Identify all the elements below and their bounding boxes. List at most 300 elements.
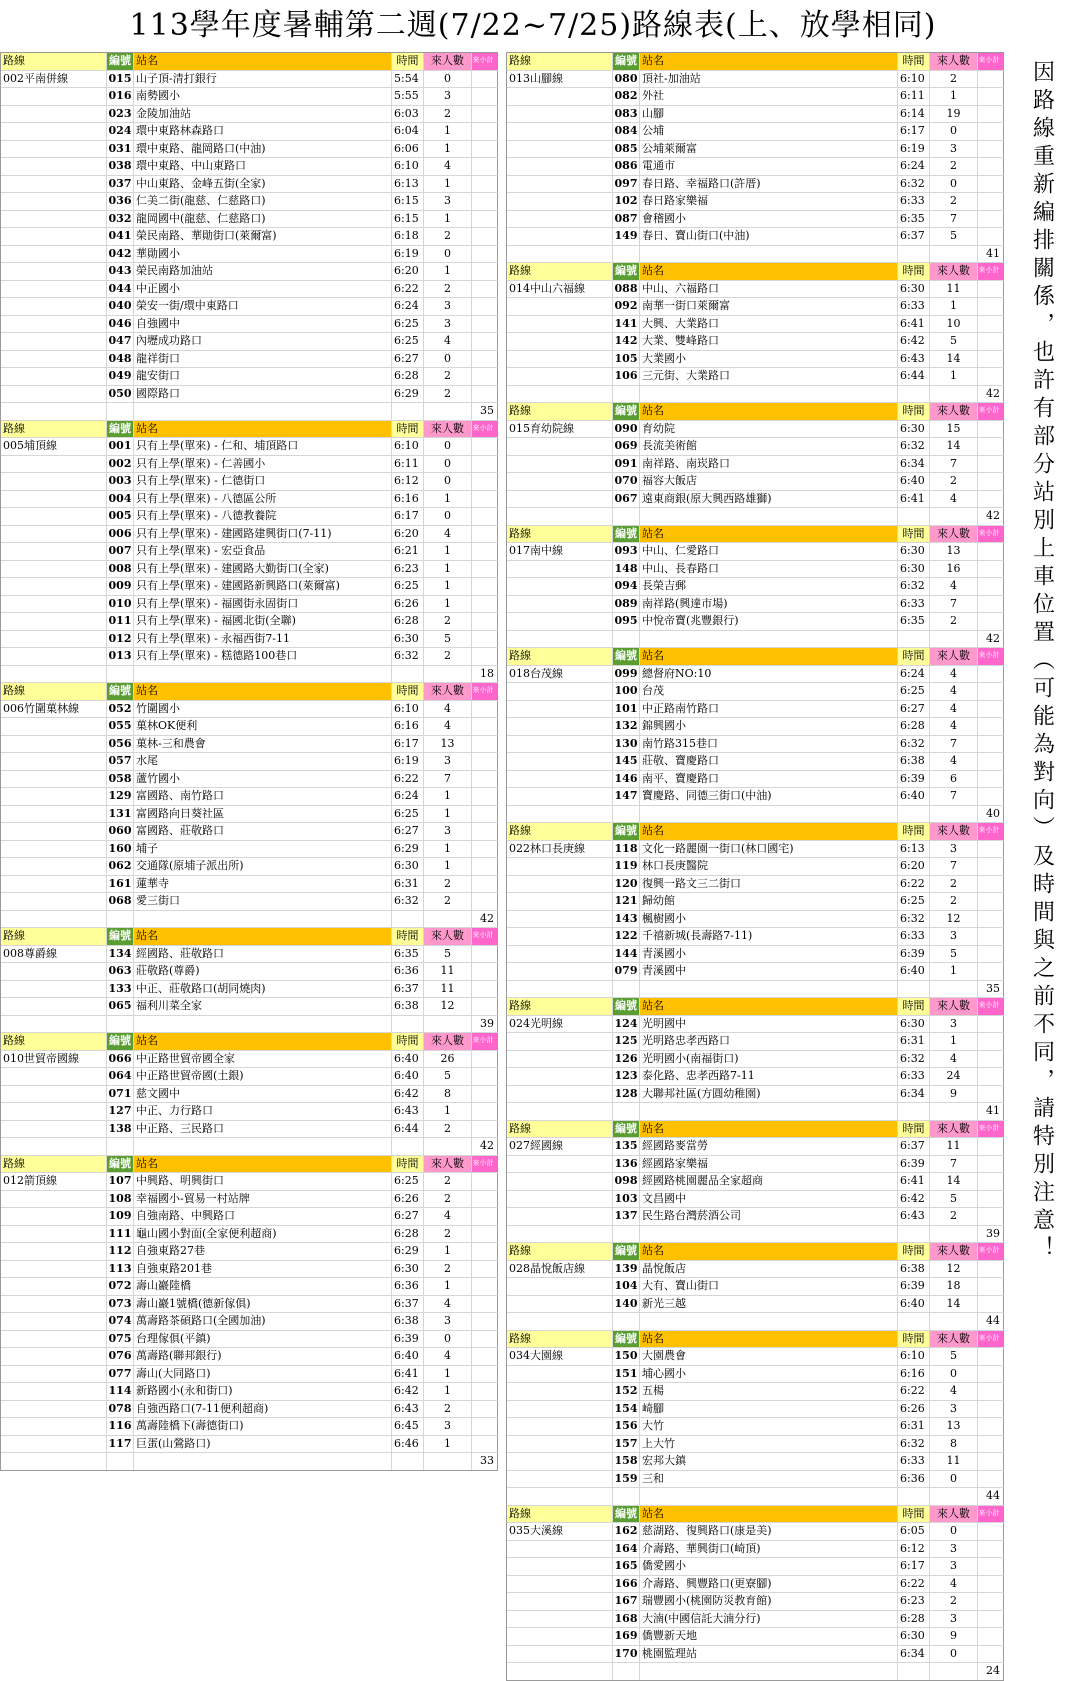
subtotal-cell-empty <box>472 193 498 210</box>
stop-name: 介壽路、興豐路口(更寮腳) <box>640 1576 898 1593</box>
stop-code: 085 <box>613 141 640 158</box>
subtotal-column-header: 來小計 <box>472 1156 498 1173</box>
route-cell-empty <box>1 1103 107 1120</box>
stop-name: 民生路台灣菸酒公司 <box>640 1208 898 1225</box>
stop-code: 080 <box>613 71 640 88</box>
subtotal-cell-empty <box>472 613 498 630</box>
stop-name: 中山、長春路口 <box>640 561 898 578</box>
subtotal-cell-empty <box>472 438 498 455</box>
subtotal-cell-empty <box>978 1296 1004 1313</box>
count-cell-empty <box>424 666 472 683</box>
route-subtotal: 41 <box>978 246 1004 263</box>
rider-count: 3 <box>930 1558 978 1575</box>
rider-count: 3 <box>424 193 472 210</box>
stop-code: 108 <box>107 1191 134 1208</box>
route-subtotal: 40 <box>978 806 1004 823</box>
count-column-header: 來人數 <box>424 928 472 945</box>
stop-code: 065 <box>107 998 134 1015</box>
rider-count: 4 <box>930 578 978 595</box>
stop-time: 6:34 <box>898 1646 930 1663</box>
stop-name: 國際路口 <box>134 386 392 403</box>
rider-count: 2 <box>930 876 978 893</box>
stop-row <box>1 753 498 771</box>
stop-time: 6:32 <box>898 1051 930 1068</box>
stop-name: 福利川菜全家 <box>134 998 392 1015</box>
route-cell-empty <box>507 1278 613 1295</box>
subtotal-cell-empty <box>978 316 1004 333</box>
count-column-header: 來人數 <box>930 526 978 543</box>
stop-time: 6:35 <box>898 613 930 630</box>
stop-code: 144 <box>613 946 640 963</box>
stop-code: 131 <box>107 806 134 823</box>
route-cell-empty <box>507 456 613 473</box>
count-cell-empty <box>930 1103 978 1120</box>
route-subtotal: 42 <box>978 386 1004 403</box>
stop-row <box>1 1313 498 1331</box>
stop-name: 富國路、莊敬路口 <box>134 823 392 840</box>
stop-time: 6:32 <box>898 736 930 753</box>
route-cell-empty <box>1 298 107 315</box>
stop-time: 6:37 <box>898 228 930 245</box>
subtotal-cell-empty <box>978 473 1004 490</box>
route-column-header: 路線 <box>1 683 107 700</box>
stop-row <box>507 1523 1004 1541</box>
rider-count: 3 <box>930 141 978 158</box>
route-subtotal: 35 <box>978 981 1004 998</box>
route-cell-empty <box>507 316 613 333</box>
rider-count: 6 <box>930 771 978 788</box>
rider-count: 4 <box>930 1576 978 1593</box>
rider-count: 1 <box>424 543 472 560</box>
count-cell-empty <box>930 631 978 648</box>
route-header-row <box>507 823 1004 841</box>
code-cell-empty <box>107 666 134 683</box>
stop-code: 001 <box>107 438 134 455</box>
stop-name: 台理傢俱(平鎮) <box>134 1331 392 1348</box>
code-column-header: 編號 <box>613 1121 640 1138</box>
rider-count: 1 <box>424 561 472 578</box>
code-cell-empty <box>613 508 640 525</box>
count-cell-empty <box>930 1313 978 1330</box>
stop-name: 大園農會 <box>640 1348 898 1365</box>
rider-count: 0 <box>424 246 472 263</box>
stop-row <box>507 578 1004 596</box>
route-total-row <box>507 1488 1004 1506</box>
stop-name: 只有上學(單來) - 八德區公所 <box>134 491 392 508</box>
stop-name: 林口長庚醫院 <box>640 858 898 875</box>
stop-row <box>507 1611 1004 1629</box>
stop-row <box>1 876 498 894</box>
route-cell-empty <box>507 1453 613 1470</box>
route-cell-empty <box>1 1226 107 1243</box>
stop-time: 6:35 <box>392 946 424 963</box>
stop-code: 156 <box>613 1418 640 1435</box>
route-cell-empty <box>507 386 613 403</box>
stop-code: 056 <box>107 736 134 753</box>
stop-row <box>1 158 498 176</box>
stop-row <box>507 596 1004 614</box>
count-cell-empty <box>424 911 472 928</box>
stop-row <box>1 561 498 579</box>
route-cell-empty <box>1 368 107 385</box>
rider-count: 10 <box>930 316 978 333</box>
stop-column-header: 站名 <box>640 1506 898 1523</box>
stop-time: 6:26 <box>392 596 424 613</box>
rider-count: 5 <box>930 946 978 963</box>
route-cell-empty <box>507 683 613 700</box>
stop-code: 078 <box>107 1401 134 1418</box>
route-cell-empty <box>507 631 613 648</box>
stop-column-header: 站名 <box>640 53 898 70</box>
stop-name: 錦興國小 <box>640 718 898 735</box>
rider-count: 1 <box>930 1033 978 1050</box>
stop-code: 126 <box>613 1051 640 1068</box>
route-cell-empty <box>507 1208 613 1225</box>
stop-row <box>1 578 498 596</box>
stop-cell-empty <box>640 246 898 263</box>
route-cell-empty <box>1 788 107 805</box>
stop-name: 慈文國中 <box>134 1086 392 1103</box>
subtotal-cell-empty <box>978 1576 1004 1593</box>
stop-code: 049 <box>107 368 134 385</box>
subtotal-cell-empty <box>978 1628 1004 1645</box>
subtotal-cell-empty <box>978 1646 1004 1663</box>
code-column-header: 編號 <box>107 53 134 70</box>
stop-row <box>1 1418 498 1436</box>
route-cell-empty <box>507 1611 613 1628</box>
stop-row <box>1 298 498 316</box>
stop-time: 6:25 <box>392 1173 424 1190</box>
stop-code: 036 <box>107 193 134 210</box>
stop-name: 自強東路27巷 <box>134 1243 392 1260</box>
stop-code: 071 <box>107 1086 134 1103</box>
stop-time: 6:42 <box>392 1086 424 1103</box>
stop-name: 泰化路、忠孝西路7-11 <box>640 1068 898 1085</box>
route-cell-empty <box>507 368 613 385</box>
time-column-header: 時間 <box>898 403 930 420</box>
stop-row <box>1 771 498 789</box>
stop-time: 6:32 <box>898 438 930 455</box>
stop-row <box>1 456 498 474</box>
route-cell-empty <box>507 946 613 963</box>
subtotal-cell-empty <box>978 333 1004 350</box>
stop-code: 073 <box>107 1296 134 1313</box>
stop-code: 009 <box>107 578 134 595</box>
stop-name: 富國路向日葵社區 <box>134 806 392 823</box>
stop-row <box>507 858 1004 876</box>
stop-name: 只有上學(單來) - 宏亞食品 <box>134 543 392 560</box>
stop-cell-empty <box>134 1138 392 1155</box>
stop-time: 6:24 <box>898 158 930 175</box>
stop-name: 富國路、南竹路口 <box>134 788 392 805</box>
stop-code: 013 <box>107 648 134 665</box>
stop-code: 089 <box>613 596 640 613</box>
rider-count: 0 <box>930 1646 978 1663</box>
stop-row <box>507 351 1004 369</box>
route-cell-empty <box>507 438 613 455</box>
rider-count: 3 <box>424 1418 472 1435</box>
stop-row <box>507 298 1004 316</box>
stop-time: 6:32 <box>392 893 424 910</box>
stop-row <box>507 1173 1004 1191</box>
stop-time: 6:24 <box>898 666 930 683</box>
rider-count: 0 <box>424 1331 472 1348</box>
subtotal-cell-empty <box>978 456 1004 473</box>
stop-row <box>1 351 498 369</box>
route-cell-empty <box>507 1628 613 1645</box>
route-cell-empty <box>507 1068 613 1085</box>
stop-row <box>507 316 1004 334</box>
stop-name: 南祥路(興達市場) <box>640 596 898 613</box>
route-cell-empty <box>507 876 613 893</box>
route-cell-empty <box>1 1418 107 1435</box>
subtotal-cell-empty <box>472 88 498 105</box>
stop-time: 6:44 <box>898 368 930 385</box>
stop-code: 092 <box>613 298 640 315</box>
stop-name: 埔心國小 <box>640 1366 898 1383</box>
route-cell-empty <box>507 1156 613 1173</box>
stop-row <box>1 1051 498 1069</box>
stop-time: 6:30 <box>898 281 930 298</box>
rider-count: 2 <box>424 893 472 910</box>
stop-code: 038 <box>107 158 134 175</box>
subtotal-cell-empty <box>472 753 498 770</box>
time-cell-empty <box>898 1313 930 1330</box>
stop-name: 中悅帝寶(兆豐銀行) <box>640 613 898 630</box>
stop-code: 164 <box>613 1541 640 1558</box>
stop-time: 6:38 <box>392 1313 424 1330</box>
stop-name: 千禧新城(長壽路7-11) <box>640 928 898 945</box>
stop-name: 中正、力行路口 <box>134 1103 392 1120</box>
stop-name: 台茂 <box>640 683 898 700</box>
stop-name: 大興、大業路口 <box>640 316 898 333</box>
stop-name: 僑豐新天地 <box>640 1628 898 1645</box>
route-cell-empty <box>1 106 107 123</box>
rider-count: 1 <box>424 1366 472 1383</box>
route-cell-empty <box>507 1593 613 1610</box>
stop-time: 6:05 <box>898 1523 930 1540</box>
stop-row <box>507 141 1004 159</box>
stop-name: 青溪國小 <box>640 946 898 963</box>
route-cell-empty <box>507 1558 613 1575</box>
rider-count: 1 <box>424 841 472 858</box>
rider-count: 11 <box>424 981 472 998</box>
route-cell-empty <box>1 893 107 910</box>
stop-column-header: 站名 <box>134 53 392 70</box>
stop-time: 6:30 <box>898 561 930 578</box>
stop-name: 中興路、明興街口 <box>134 1173 392 1190</box>
stop-name: 只有上學(單來) - 八德教養院 <box>134 508 392 525</box>
stop-code: 087 <box>613 211 640 228</box>
stop-code: 148 <box>613 561 640 578</box>
stop-time: 6:30 <box>898 1628 930 1645</box>
rider-count: 4 <box>930 718 978 735</box>
count-column-header: 來人數 <box>930 998 978 1015</box>
stop-row <box>507 1541 1004 1559</box>
stop-code: 161 <box>107 876 134 893</box>
route-cell-empty <box>1 1208 107 1225</box>
rider-count: 4 <box>424 526 472 543</box>
stop-name: 環中東路林森路口 <box>134 123 392 140</box>
code-column-header: 編號 <box>613 998 640 1015</box>
stop-row <box>1 1366 498 1384</box>
route-cell-empty <box>507 1663 613 1680</box>
stop-code: 008 <box>107 561 134 578</box>
stop-row <box>1 1121 498 1139</box>
subtotal-cell-empty <box>978 141 1004 158</box>
subtotal-cell-empty <box>978 876 1004 893</box>
stop-code: 154 <box>613 1401 640 1418</box>
stop-row <box>507 1348 1004 1366</box>
time-cell-empty <box>898 508 930 525</box>
stop-row <box>507 1016 1004 1034</box>
route-column-header: 路線 <box>507 403 613 420</box>
rider-count: 0 <box>930 176 978 193</box>
stop-time: 6:24 <box>392 298 424 315</box>
route-cell-empty <box>1 1436 107 1453</box>
stop-time: 6:43 <box>898 1208 930 1225</box>
stop-time: 6:45 <box>392 1418 424 1435</box>
code-column-header: 編號 <box>613 526 640 543</box>
notice-text <box>1022 60 1062 1272</box>
route-cell-empty <box>1 1296 107 1313</box>
rider-count: 13 <box>424 736 472 753</box>
stop-code: 068 <box>107 893 134 910</box>
route-cell-empty <box>1 1261 107 1278</box>
code-cell-empty <box>613 1226 640 1243</box>
code-column-header: 編號 <box>107 1033 134 1050</box>
rider-count: 1 <box>930 963 978 980</box>
stop-name: 華勛國小 <box>134 246 392 263</box>
stop-code: 043 <box>107 263 134 280</box>
stop-row <box>1 1296 498 1314</box>
subtotal-cell-empty <box>978 858 1004 875</box>
rider-count: 2 <box>424 648 472 665</box>
route-total-row <box>1 403 498 421</box>
stop-row <box>1 963 498 981</box>
route-cell-empty <box>507 1418 613 1435</box>
route-subtotal: 42 <box>472 1138 498 1155</box>
stop-name: 菓林-三和農會 <box>134 736 392 753</box>
route-total-row <box>507 246 1004 264</box>
route-cell-empty <box>507 596 613 613</box>
rider-count: 4 <box>930 701 978 718</box>
route-cell-empty <box>507 1051 613 1068</box>
subtotal-cell-empty <box>978 1138 1004 1155</box>
stop-row <box>1 858 498 876</box>
rider-count: 7 <box>930 211 978 228</box>
time-column-header: 時間 <box>392 1156 424 1173</box>
stop-name: 大竹 <box>640 1418 898 1435</box>
stop-row <box>1 106 498 124</box>
stop-time: 6:30 <box>898 421 930 438</box>
route-cell-empty <box>507 613 613 630</box>
subtotal-column-header: 來小計 <box>978 53 1004 70</box>
stop-name: 晶悅飯店 <box>640 1261 898 1278</box>
stop-time: 6:32 <box>898 1436 930 1453</box>
stop-name: 只有上學(單來) - 福國街永固街口 <box>134 596 392 613</box>
stop-time: 6:41 <box>392 1366 424 1383</box>
stop-name: 只有上學(單來) - 糕德路100巷口 <box>134 648 392 665</box>
count-cell-empty <box>930 386 978 403</box>
route-total-row <box>507 981 1004 999</box>
route-cell-empty <box>1 1068 107 1085</box>
subtotal-cell-empty <box>978 1173 1004 1190</box>
stop-row <box>1 823 498 841</box>
stop-row <box>1 211 498 229</box>
route-cell-empty <box>507 1401 613 1418</box>
stop-time: 6:22 <box>392 281 424 298</box>
stop-time: 6:39 <box>898 1278 930 1295</box>
stop-name: 自強南路、中興路口 <box>134 1208 392 1225</box>
stop-code: 010 <box>107 596 134 613</box>
stop-row <box>1 1331 498 1349</box>
rider-count: 1 <box>424 596 472 613</box>
rider-count: 5 <box>930 1348 978 1365</box>
stop-name: 蓮華寺 <box>134 876 392 893</box>
rider-count: 13 <box>930 1418 978 1435</box>
subtotal-cell-empty <box>978 963 1004 980</box>
count-column-header: 來人數 <box>930 1331 978 1348</box>
stop-name: 自強東路201巷 <box>134 1261 392 1278</box>
time-cell-empty <box>392 1453 424 1470</box>
rider-count: 3 <box>424 1313 472 1330</box>
subtotal-cell-empty <box>472 316 498 333</box>
route-cell-empty <box>1 771 107 788</box>
stop-row <box>1 613 498 631</box>
stop-time: 6:42 <box>898 1191 930 1208</box>
stop-code: 114 <box>107 1383 134 1400</box>
rider-count: 4 <box>930 491 978 508</box>
rider-count: 4 <box>930 666 978 683</box>
stop-name: 慈湖路、復興路口(康是美) <box>640 1523 898 1540</box>
rider-count: 2 <box>930 1208 978 1225</box>
stop-name: 環中東路、龍岡路口(中油) <box>134 141 392 158</box>
time-column-header: 時間 <box>898 998 930 1015</box>
count-column-header: 來人數 <box>424 683 472 700</box>
route-header-row <box>507 53 1004 71</box>
route-cell-empty <box>507 123 613 140</box>
stop-code: 107 <box>107 1173 134 1190</box>
rider-count: 4 <box>424 158 472 175</box>
stop-row <box>507 683 1004 701</box>
route-cell-empty <box>507 1313 613 1330</box>
route-cell-empty <box>1 456 107 473</box>
route-subtotal: 42 <box>472 911 498 928</box>
stop-code: 093 <box>613 543 640 560</box>
stop-time: 6:31 <box>898 1033 930 1050</box>
rider-count: 1 <box>424 211 472 228</box>
stop-row <box>1 526 498 544</box>
stop-time: 6:33 <box>898 928 930 945</box>
subtotal-cell-empty <box>472 1243 498 1260</box>
stop-time: 6:15 <box>392 193 424 210</box>
route-name: 008尊爵線 <box>1 946 107 963</box>
count-cell-empty <box>424 1138 472 1155</box>
stop-name: 山腳 <box>640 106 898 123</box>
subtotal-cell-empty <box>978 736 1004 753</box>
stop-time: 6:24 <box>392 788 424 805</box>
route-subtotal: 35 <box>472 403 498 420</box>
stop-code: 090 <box>613 421 640 438</box>
stop-row <box>507 1191 1004 1209</box>
stop-row <box>507 928 1004 946</box>
route-cell-empty <box>1 858 107 875</box>
subtotal-cell-empty <box>472 893 498 910</box>
subtotal-cell-empty <box>978 596 1004 613</box>
subtotal-cell-empty <box>978 683 1004 700</box>
stop-row <box>1 1208 498 1226</box>
